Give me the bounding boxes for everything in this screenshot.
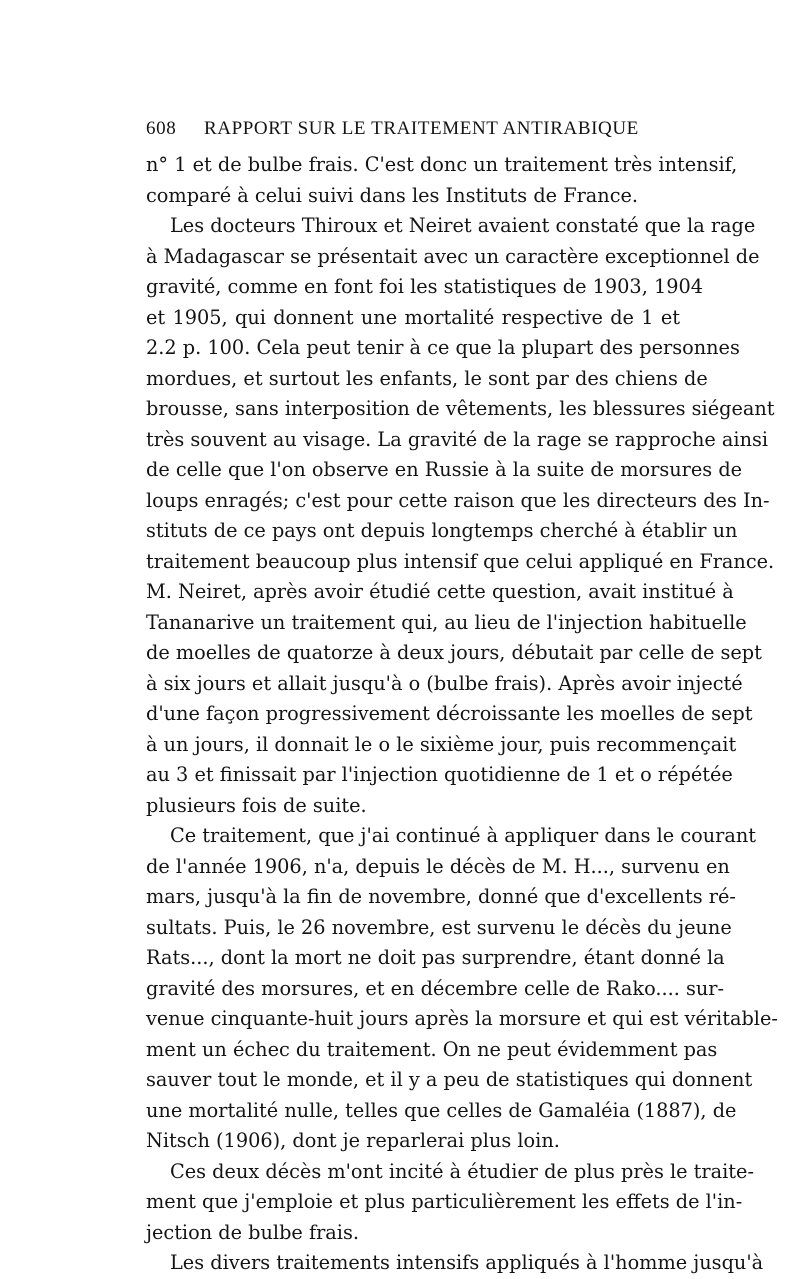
body-text	[146, 150, 778, 1279]
text-line: à Madagascar se présentait avec un caractère exceptionnel de	[146, 244, 760, 268]
text-line: gravité, comme en font foi les statistiques de 1903, 1904	[146, 275, 704, 298]
text-line: traitement beaucoup plus intensif que celui appliqué en France.	[146, 549, 775, 573]
text-line: n° 1 et de bulbe frais. C'est donc un traitement très intensif,	[146, 153, 738, 176]
text-line: gravité des morsures, et en décembre celle de Rako.... sur-	[146, 976, 725, 1000]
text-line: loups enragés; c'est pour cette raison que les directeurs des In-	[146, 488, 770, 512]
text-line: sauver tout le monde, et il y a peu de statistiques qui donnent	[146, 1068, 753, 1091]
text-line: au 3 et finissait par l'injection quotidienne de 1 et o répétée	[146, 763, 733, 786]
text-line: plusieurs fois de suite.	[146, 793, 367, 817]
text-line: ment un échec du traitement. On ne peut évidemment pas	[146, 1037, 718, 1061]
text-line: Les docteurs Thiroux et Neiret avaient constaté que la rage	[170, 214, 756, 237]
text-line: sultats. Puis, le 26 novembre, est survenu le décès du jeune	[146, 915, 732, 939]
paragraph-2	[146, 211, 775, 821]
text-line: d'une façon progressivement décroissante les moelles de sept	[146, 702, 753, 725]
text-line: comparé à celui suivi dans les Instituts de France.	[146, 183, 639, 207]
text-line: Ce traitement, que j'ai continué à appliquer dans le courant	[170, 824, 757, 847]
text-line: venue cinquante-huit jours après la morsure et qui est véritable-	[146, 1007, 778, 1030]
text-line: une mortalité nulle, telles que celles de Gamaléia (1887), de	[146, 1098, 737, 1122]
text-line: jection de bulbe frais.	[146, 1220, 359, 1244]
text-line: de moelles de quatorze à deux jours, débutait par celle de sept	[146, 641, 762, 664]
text-line: très souvent au visage. La gravité de la rage se rapproche ainsi	[146, 427, 769, 451]
text-line: Rats..., dont la mort ne doit pas surprendre, étant donné la	[146, 946, 725, 969]
text-line: mordues, et surtout les enfants, le sont par des chiens de	[146, 366, 708, 390]
text-line: ment que j'emploie et plus particulièrement les effets de l'in-	[146, 1190, 743, 1213]
text-line: mars, jusqu'à la fin de novembre, donné que d'excellents ré-	[146, 885, 736, 908]
text-line: à un jours, il donnait le o le sixième jour, puis recommençait	[146, 732, 737, 756]
text-line: Les divers traitements intensifs appliqués à l'homme jusqu'à	[170, 1251, 764, 1274]
text-line: à six jours et allait jusqu'à o (bulbe frais). Après avoir injecté	[146, 671, 743, 695]
text-line: Tananarive un traitement qui, au lieu de l'injection habituelle	[146, 610, 747, 634]
page-number: 608	[146, 118, 177, 139]
text-line: M. Neiret, après avoir étudié cette question, avait institué à	[146, 580, 734, 603]
text-line: de celle que l'on observe en Russie à la suite de morsures de	[146, 458, 743, 481]
text-line: Nitsch (1906), dont je reparlerai plus loin.	[146, 1129, 560, 1152]
text-line: brousse, sans interposition de vêtements, les blessures siégeant	[146, 397, 775, 420]
text-line: stituts de ce pays ont depuis longtemps cherché à établir un	[146, 519, 738, 542]
text-line: Ces deux décès m'ont incité à étudier de plus près le traite-	[170, 1159, 754, 1183]
paragraph-3	[146, 821, 778, 1157]
paragraph-1	[146, 150, 738, 211]
text-line: et 1905, qui donnent une mortalité respective de 1 et	[146, 305, 680, 329]
paragraph-4	[146, 1157, 754, 1249]
running-head	[146, 118, 656, 148]
text-line: de l'année 1906, n'a, depuis le décès de M. H..., survenu en	[146, 854, 730, 878]
text-line: 2.2 p. 100. Cela peut tenir à ce que la plupart des personnes	[146, 336, 740, 359]
running-title: RAPPORT SUR LE TRAITEMENT ANTIRABIQUE	[204, 118, 639, 139]
paragraph-5	[146, 1248, 764, 1279]
